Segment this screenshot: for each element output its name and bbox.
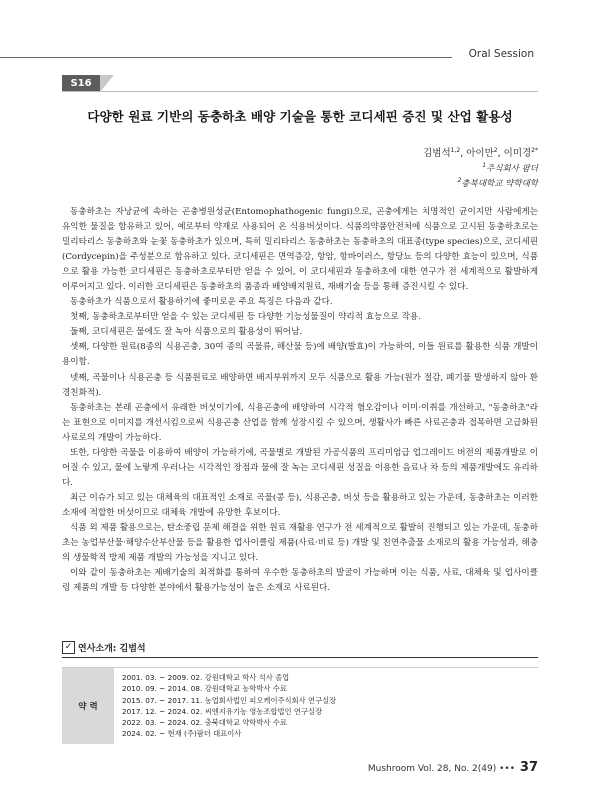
- author-name: 아이만: [466, 148, 494, 159]
- checkmark-icon: ✓: [62, 641, 75, 654]
- paragraph: 식품 외 제품 활용으로는, 탄소중립 문제 해결을 위한 원료 재활용 연구가 전 세계적으로 활발히 진행되고 있는 가운데, 동충하초는 농업부산물·해양수산부산물 등을 활용한 업사이클링 제품(사료·비료 등) 개발 및 친연추출물 소재로의 활용 가능성과, 해충의 생물학적 방제 제품 개발의 가능성을 지니고 있다.: [62, 522, 538, 564]
- session-badge: S16: [62, 75, 100, 92]
- paragraph: 넷째, 곡물이나 식용곤충 등 식품원료로 배양하면 배지부위까지 모두 식품으로 활용 가능(원가 절감, 폐기물 발생하지 않아 환경친화적).: [62, 372, 538, 398]
- paragraph: 최근 이슈가 되고 있는 대체육의 대표적인 소재로 곡물(콩 등), 식용곤충, 버섯 등을 활용하고 있는 가운데, 동충하초는 이러한 소재에 적합한 버섯이므로 대체육 개발에 유망한 후보이다.: [62, 492, 538, 518]
- speaker-label: 연사소개: 김범석: [78, 644, 146, 654]
- career-item: 2015. 07. ~ 2017. 11. 농업회사법인 피오케이주식회사 연구실장: [122, 695, 337, 705]
- badge-tail: [100, 75, 114, 92]
- career-item: 2017. 12. ~ 2024. 02. 씨엔지유기농 영농조합법인 연구실장: [122, 706, 323, 716]
- career-item: 2022. 03. ~ 2024. 02. 충북대학교 약학박사 수료: [122, 718, 287, 728]
- speaker-intro: [62, 639, 538, 744]
- session-label: Oral Session: [468, 48, 534, 60]
- author-line: [423, 145, 538, 159]
- page-footer: [368, 760, 538, 775]
- affil-text: 충북대학교 약학대학: [461, 179, 538, 189]
- career-list: [114, 668, 538, 744]
- abstract-body: [62, 205, 538, 596]
- header-rule: [0, 57, 452, 58]
- paragraph: 첫째, 동충하초로부터만 얻을 수 있는 코디세핀 등 다양한 기능성물질이 약리적 효능으로 작용.: [70, 312, 421, 323]
- journal-info: Mushroom Vol. 28, No. 2(49): [367, 764, 497, 774]
- affil-num: 1: [482, 162, 487, 170]
- author-affil-mark: 2: [493, 146, 498, 154]
- author-sep: ,: [497, 148, 504, 159]
- affil-text: 주식회사 팜더: [486, 164, 538, 174]
- footer-dots: •••: [499, 764, 516, 774]
- paragraph: 셋째, 다양한 원료(8종의 식용곤충, 30여 종의 곡물류, 해산물 등)에 배양(발효)이 가능하여, 이들 원료를 활용한 식품 개발이 용이함.: [62, 342, 538, 368]
- author-name: 이미경: [503, 148, 532, 159]
- author-sep: ,: [460, 148, 467, 159]
- paragraph: 이와 같이 동충하초는 제배기술의 최적화를 통하여 우수한 동충하초의 발굴이 가능하며 이는 식품, 사료, 대체육 및 업사이클링 제품의 개발 등 다양한 분야에서 활용가능성이 높은 소재로 사료된다.: [62, 568, 538, 594]
- author-name: 김범석: [423, 148, 451, 159]
- career-item: 2010. 09. ~ 2014. 08. 강원대학교 농학박사 수료: [122, 684, 287, 694]
- paragraph: 동충하초는 자낭균에 속하는 곤충병원성균(Entomophathogenic fungi)으로, 곤충에게는 치명적인 균이지만 사람에게는 유익한 물질을 함유하고 있어, 예로부터 약재로 사용되어 온 식용버섯이다. 식품의약품안전처에 식품으로 고시된 동충하초로는 밀리타리스 동충하초와 눈꽃 동충하초가 있으며, 특히 밀리타리스 동충하초는 동충하초의 대표종(type species)으로, 코디세핀(Cordycepin)을 주성분으로 함유하고 있다. 코디세핀은 면역증강, 항암, 항바이러스, 항당뇨 등의 다양한 효능이 있으며, 식품으로 활용 가능한 코디세핀은 동충하초로부터만 얻을 수 있어, 이 코디세핀과 동충하초에 대한 연구가 전 세계적으로 활발하게 이루어지고 있다. 이러한 코디세핀은 동충하초의 품종과 배양배지원료, 재배기술 등을 통해 증진시킬 수 있다.: [62, 207, 538, 293]
- affiliation-1: [482, 162, 538, 174]
- paragraph: 동충하초가 식품으로서 활용하기에 좋미로운 주요 특징은 다음과 같다.: [70, 297, 333, 308]
- author-affil-mark: 2*: [531, 146, 538, 154]
- career-label: 약 력: [62, 668, 114, 744]
- page-number: 37: [519, 760, 538, 775]
- speaker-rule: [62, 657, 538, 658]
- paragraph: 동충하초는 본래 곤충에서 유래한 버섯이기에, 식용곤충에 배양하여 시각적 혐오감이나 이미·이취를 개선하고, "동충하초"라는 표현으로 이미지를 개선시킴으로써 식용곤충 산업을 함께 성장시킬 수 있으며, 생활사가 빠른 사료곤충과 접목하면 고급화된 사료로의 개발이 가능하다.: [62, 402, 538, 443]
- paragraph: 또한, 다양한 곡물을 이용하여 배양이 가능하기에, 곡물별로 개발된 가공식품의 프리미엄급 업그레이드 버전의 제품개발로 이어질 수 있고, 물에 노랗게 우러나는 시각적인 장점과 물에 잘 녹는 코디세핀 성질을 이용한 음료나 차 등의 제품개발에도 유리하다.: [62, 447, 538, 488]
- career-item: 2024. 02. ~ 현재 (주)팜더 대표이사: [122, 729, 242, 739]
- author-affil-mark: 1,2: [450, 146, 461, 154]
- affiliation-2: [458, 177, 538, 189]
- paragraph: 둘째, 코디세핀은 물에도 잘 녹아 식품으로의 활용성이 뛰어남.: [70, 327, 303, 338]
- paper-title: 다양한 원료 기반의 동충하초 배양 기술을 통한 코디세핀 증진 및 산업 활용성: [87, 109, 513, 124]
- affil-num: 2: [457, 177, 462, 185]
- career-item: 2001. 03. ~ 2009. 02. 강원대학교 학사 석사 졸업: [122, 673, 290, 682]
- career-table: [62, 667, 538, 744]
- speaker-header: [62, 639, 538, 657]
- badge-underline: [62, 91, 538, 92]
